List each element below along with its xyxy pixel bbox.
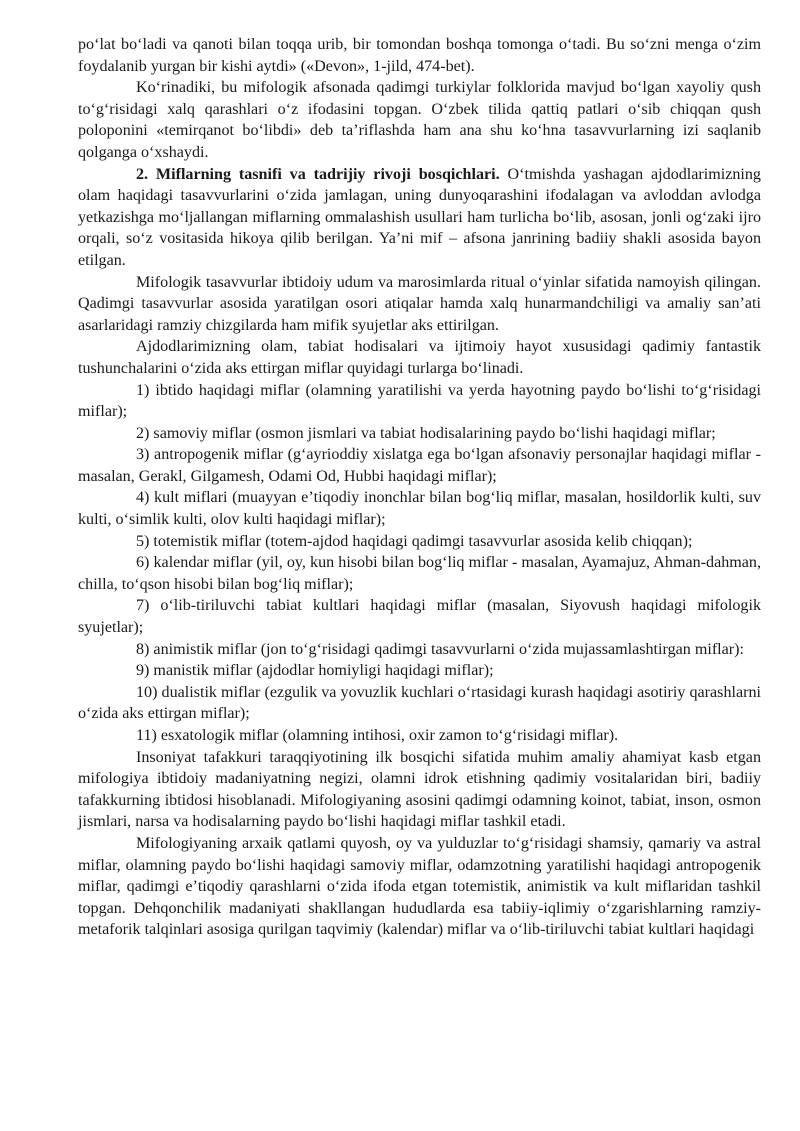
- list-item-8: 8) animistik miflar (jon toʻgʻrisidagi qadimgi tasavvurlarni oʻzida mujassamlashtirgan miflar):: [136, 640, 744, 658]
- paragraph-mythological-rituals: Mifologik tasavvurlar ibtidoiy udum va marosimlarda ritual oʻyinlar sifatida namoyish qilingan. Qadimgi tasavvurlar asosida yaratilgan osori atiqalar hamda xalq hunarmandchiligi va amaliy sanʼati asarlaridagi ramziy chizgilarda ham mifik syujetlar aks ettirilgan.: [78, 273, 761, 334]
- paragraph-mythology-legend: Koʻrinadiki, bu mifologik afsonada qadimgi turkiylar folklorida mavjud boʻlgan xayoliy qush toʻgʻrisidagi xalq qarashlari oʻz ifodasini topgan. Oʻzbek tilida qattiq patlari oʻsib chiqqan qush poloponini «temirqanot boʻlibdi» deb taʼriflashda ham ana shu koʻhna tasavvurlarning izi saqlanib qolganga oʻxshaydi.: [78, 79, 761, 161]
- list-item-10: 10) dualistik miflar (ezgulik va yovuzlik kuchlari oʻrtasidagi kurash haqidagi asotiriy qarashlarni oʻzida aks ettirgan miflar);: [78, 683, 761, 723]
- section-heading: 2. Miflarning tasnifi va tadrijiy rivoji bosqichlari.: [136, 165, 500, 183]
- list-item-3: 3) antropogenik miflar (gʻayrioddiy xislatga ega boʻlgan afsonaviy personajlar haqidagi miflar - masalan, Gerakl, Gilgamesh, Odami Od, Hubbi haqidagi miflar);: [78, 446, 761, 485]
- paragraph-myth-types-intro: Ajdodlarimizning olam, tabiat hodisalari va ijtimoiy hayot xususidagi qadimiy fantastik tushunchalarini oʻzida aks ettirgan miflar quyidagi turlarga boʻlinadi.: [78, 338, 761, 377]
- list-item-4: 4) kult miflari (muayyan eʼtiqodiy inonchlar bilan bogʻliq miflar, masalan, hosildorlik kulti, suv kulti, oʻsimlik kulti, olov kulti haqidagi miflar);: [78, 489, 761, 529]
- paragraph-archaic-layer: Mifologiyaning arxaik qatlami quyosh, oy va yulduzlar toʻgʻrisidagi shamsiy, qamariy va astral miflar, olamning paydo boʻlishi haqidagi samoviy miflar, odamzotning yaratilishi haqidagi antropogenik miflar, qadimgi eʼtiqodiy qarashlarni oʻzida ifoda etgan totemistik, animistik va kult miflaridan tashkil topgan. Dehqonchilik madaniyati shakllangan hududlarda esa tabiiy-iqlimiy oʻzgarishlarning ramziy-metaforik talqinlari asosiga qurilgan taqvimiy (kalendar) miflar va oʻlib-tiriluvchi tabiat kultlari haqidagi: [78, 834, 761, 939]
- paragraph-section-2: [78, 164, 761, 272]
- list-item-2: 2) samoviy miflar (osmon jismlari va tabiat hodisalarining paydo boʻlishi haqidagi miflar;: [136, 424, 716, 442]
- section-2-body: Oʻtmishda yashagan ajdodlarimizning olam haqidagi tasavvurlarini oʻzida jamlagan, uning dunyoqarashini ifodalagan va avloddan avlodga yetkazishga moʻljallangan miflarning ommalashish usullari ham turlicha boʻlib, asosan, jonli ogʻzaki ijro orqali, soʻz vositasida hikoya qilib berilgan. Yaʼni mif – afsona janrining badiiy shakli asosida bayon etilgan.: [78, 165, 761, 269]
- list-item-5: 5) totemistik miflar (totem-ajdod haqidagi qadimgi tasavvurlar asosida kelib chiqqan);: [136, 532, 693, 550]
- paragraph-continuation: poʻlat boʻladi va qanoti bilan toqqa urib, bir tomondan boshqa tomonga oʻtadi. Bu soʻzni menga oʻzim foydalanib yurgan bir kishi aytdi» («Devon», 1-jild, 474-bet).: [78, 36, 761, 75]
- list-item-7: 7) oʻlib-tiriluvchi tabiat kultlari haqidagi miflar (masalan, Siyovush haqidagi mifologik syujetlar);: [78, 597, 761, 637]
- document-page: [78, 34, 761, 941]
- list-item-1: 1) ibtido haqidagi miflar (olamning yaratilishi va yerda hayotning paydo boʻlishi toʻgʻrisidagi miflar);: [78, 381, 761, 421]
- list-item-9: 9) manistik miflar (ajdodlar homiyligi haqidagi miflar);: [136, 662, 494, 680]
- list-item-11: 11) esxatologik miflar (olamning intihosi, oxir zamon toʻgʻrisidagi miflar).: [136, 727, 619, 744]
- paragraph-mythology-importance: Insoniyat tafakkuri taraqqiyotining ilk bosqichi sifatida muhim amaliy ahamiyat kasb etgan mifologiya ibtidoiy madaniyatning negizi, olamni idrok etishning qadimiy vositalaridan biri, badiiy tafakkurning ibtidosi hisoblanadi. Mifologiyaning asosini qadimgi odamning koinot, tabiat, inson, osmon jismlari, narsa va hodisalarning paydo boʻlishi haqidagi miflar tashkil etadi.: [78, 748, 761, 831]
- list-item-6: 6) kalendar miflar (yil, oy, kun hisobi bilan bogʻliq miflar - masalan, Ayamajuz, Ahman-dahman, chilla, toʻqson hisobi bilan bogʻliq miflar);: [78, 554, 761, 593]
